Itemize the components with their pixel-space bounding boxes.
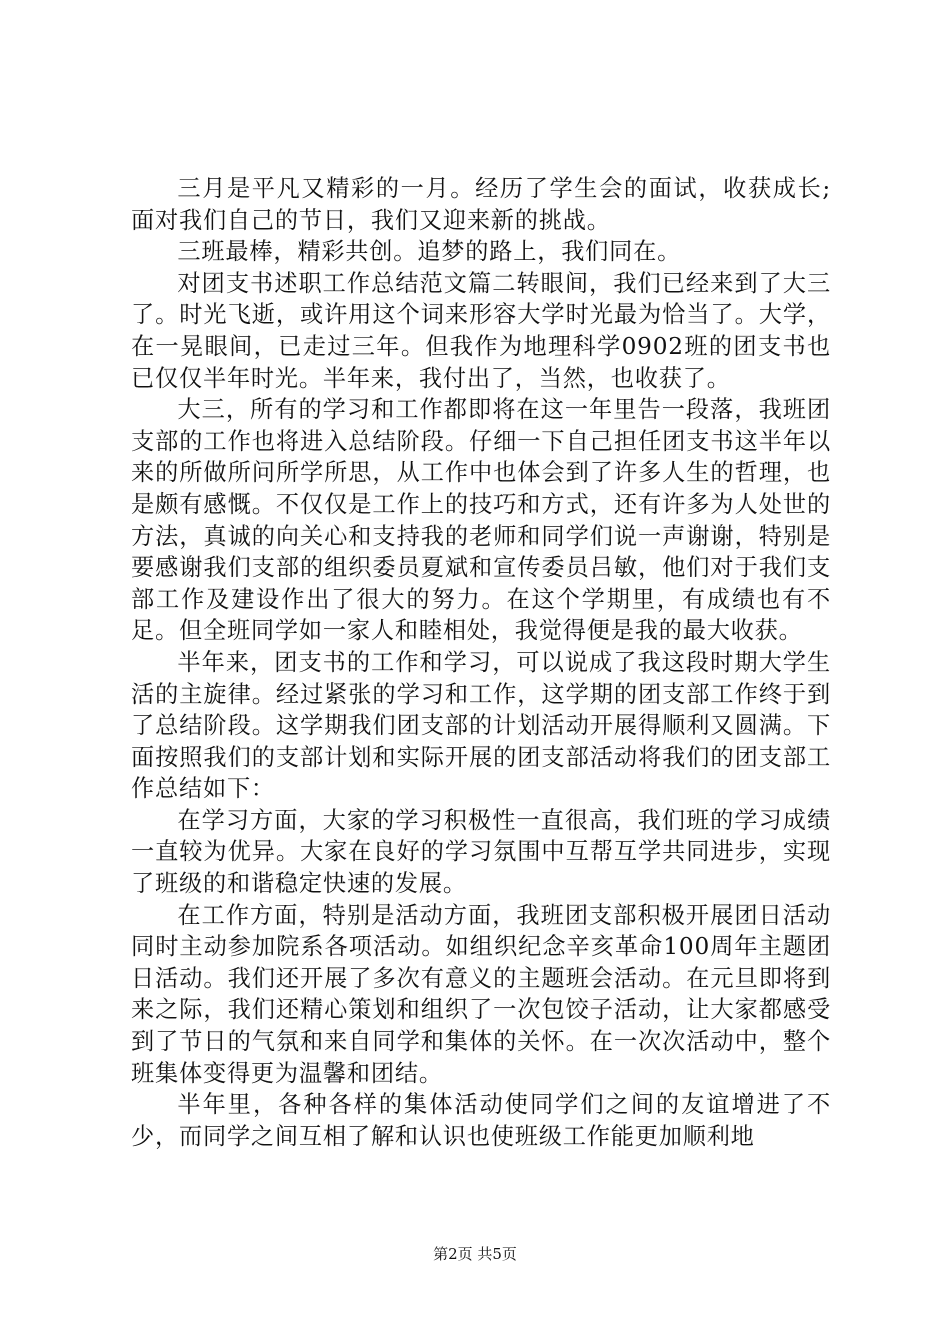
page-footer xyxy=(0,1244,950,1264)
paragraph: 在工作方面，特别是活动方面，我班团支部积极开展团日活动同时主动参加院系各项活动。如组织纪念辛亥革命100周年主题团日活动。我们还开展了多次有意义的主题班会活动。在元旦即将到来之际，我们还精心策划和组织了一次包饺子活动，让大家都感受到了节日的气氛和来自同学和集体的关怀。在一次次活动中，整个班集体变得更为温馨和团结。 xyxy=(131,901,831,1087)
paragraph: 三班最棒，精彩共创。追梦的路上，我们同在。 xyxy=(177,238,682,266)
paragraph: 在学习方面，大家的学习积极性一直很高，我们班的学习成绩一直较为优异。大家在良好的学习氛围中互帮互学共同进步，实现了班级的和谐稳定快速的发展。 xyxy=(131,806,831,898)
paragraph: 三月是平凡又精彩的一月。经历了学生会的面试，收获成长;面对我们自己的节日，我们又迎来新的挑战。 xyxy=(131,175,831,234)
paragraph: 对团支书述职工作总结范文篇二转眼间，我们已经来到了大三了。时光飞逝，或许用这个词来形容大学时光最为恰当了。大学，在一晃眼间，已走过三年。但我作为地理科学0902班的团支书也已仅仅半年时光。半年来，我付出了，当然，也收获了。 xyxy=(131,269,831,392)
paragraph: 大三，所有的学习和工作都即将在这一年里告一段落，我班团支部的工作也将进入总结阶段。仔细一下自己担任团支书这半年以来的所做所问所学所思，从工作中也体会到了许多人生的哲理，也是颇有感慨。不仅仅是工作上的技巧和方式，还有许多为人处世的方法，真诚的向关心和支持我的老师和同学们说一声谢谢，特别是要感谢我们支部的组织委员夏斌和宣传委员吕敏，他们对于我们支部工作及建设作出了很大的努力。在这个学期里，有成绩也有不足。但全班同学如一家人和睦相处，我觉得便是我的最大收获。 xyxy=(131,396,831,645)
paragraph: 半年里，各种各样的集体活动使同学们之间的友谊增进了不少，而同学之间互相了解和认识也使班级工作能更加顺利地 xyxy=(131,1091,831,1150)
document-body xyxy=(131,173,831,1152)
paragraph: 半年来，团支书的工作和学习，可以说成了我这段时期大学生活的主旋律。经过紧张的学习和工作，这学期的团支部工作终于到了总结阶段。这学期我们团支部的计划活动开展得顺利又圆满。下面按照我们的支部计划和实际开展的团支部活动将我们的团支部工作总结如下： xyxy=(131,648,831,803)
page-number: 第2页 共5页 xyxy=(433,1245,517,1263)
